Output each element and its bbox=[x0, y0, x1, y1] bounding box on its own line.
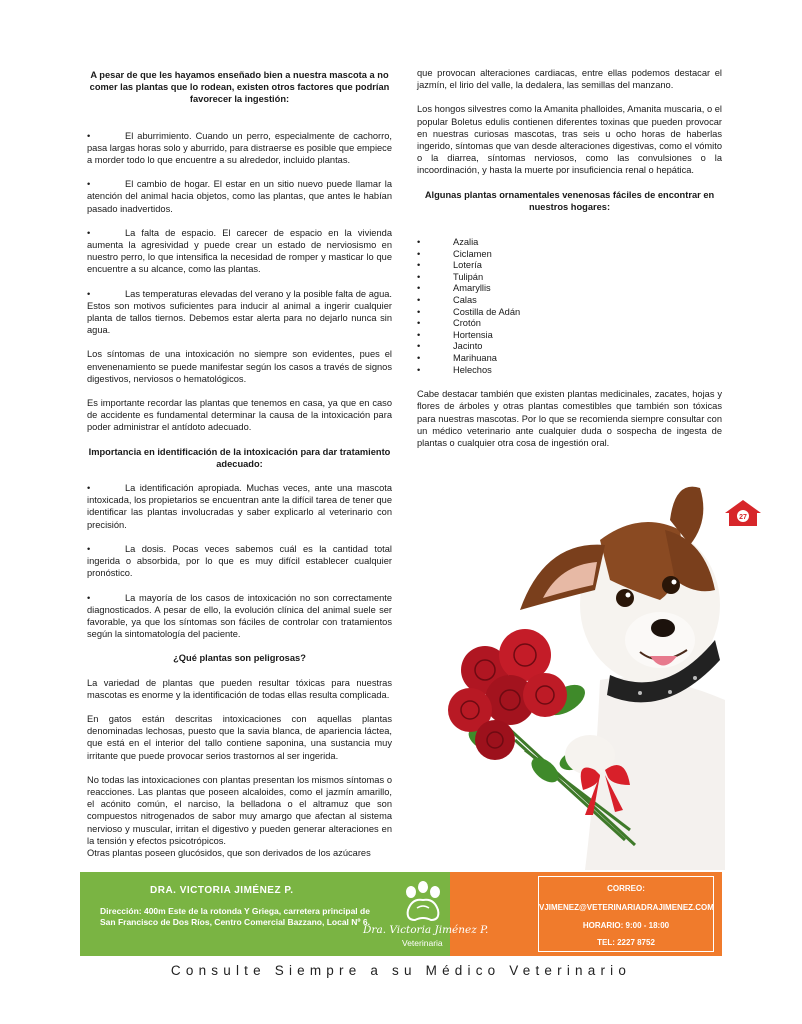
bullet-item: • La dosis. Pocas veces sabemos cuál es la cantidad total ingerida o absorbida, por lo que es muy difícil establecer cualquier pronóstico. bbox=[87, 543, 392, 579]
list-item: • Tulipán bbox=[417, 272, 722, 284]
right-column bbox=[417, 67, 722, 461]
list-item: • Crotón bbox=[417, 318, 722, 330]
logo-subtitle: Veterinaria bbox=[402, 938, 443, 948]
paragraph: que provocan alteraciones cardiacas, entre ellas podemos destacar el jazmín, el lirio del valle, la dedalera, las semillas del manzano. bbox=[417, 68, 722, 91]
paragraph: No todas las intoxicaciones con plantas presentan los mismos síntomas o reacciones. Las plantas que poseen alcaloides, como el jazmín amarillo, el acónito común, el narciso, la belladona o el altramuz que son compuestos nitrogenados de sabor muy amargo que afectan al sistema nervioso y muscular, irritan el digestivo y pueden generar alteraciones en la tensión y efectos psicotrópicos. bbox=[87, 774, 392, 846]
hours: HORARIO: 9:00 - 18:00 bbox=[582, 921, 670, 930]
heading-ornamental-plants: Algunas plantas ornamentales venenosas fáciles de encontrar en nuestros hogares: bbox=[424, 189, 715, 212]
list-item: • Costilla de Adán bbox=[417, 307, 722, 319]
footer-banner bbox=[80, 872, 722, 956]
list-item: • Ciclamen bbox=[417, 249, 722, 261]
bullet-item: • La mayoría de los casos de intoxicación no son correctamente diagnosticados. A pesar de ello, la evolución clínica del animal suele ser favorable, ya que los síntomas son fáciles de controlar con tratamientos según la sintomatología del paciente. bbox=[87, 592, 392, 640]
doctor-name: DRA. VICTORIA JIMÉNEZ P. bbox=[150, 885, 294, 896]
plant-list bbox=[417, 237, 722, 376]
bullet-item: • Las temperaturas elevadas del verano y la posible falta de agua. Estos son motivos suficientes para inducir al animal a ingerir cualquier planta de tallos tiernos. Debemos estar alerta para no dejarlo nunca sin agua. bbox=[87, 288, 392, 336]
phone: TEL: 2227 8752 bbox=[597, 938, 655, 947]
paragraph: Cabe destacar también que existen plantas medicinales, zacates, hojas y flores de árboles y otras plantas comestibles que también son tóxicas para nuestras mascotas. Por lo que se recomienda siempre consultar con un médico veterinario ante cualquier duda o sospecha de ingesta de plantas o cualquier otra cosa de ingestión oral. bbox=[417, 389, 722, 448]
page-number-badge bbox=[723, 498, 763, 528]
bullet-item: • La falta de espacio. El carecer de espacio en la vivienda aumenta la agresividad y puede crear un estado de nerviosismo en nuestro perro, lo que intensifica la necesidad de romper y masticar lo que encuentre a su alcance, como las plantas. bbox=[87, 227, 392, 275]
paragraph: Es importante recordar las plantas que tenemos en casa, ya que en caso de accidente es fundamental determinar la causa de la intoxicación para poder administrar el antídoto adecuado. bbox=[87, 398, 392, 433]
heading-factors: A pesar de que les hayamos enseñado bien a nuestra mascota a no comer las plantas que lo rodean, existen otros factores que podrían favorecer la ingestión: bbox=[89, 70, 390, 105]
heading-identification: Importancia en identificación de la intoxicación para dar tratamiento adecuado: bbox=[88, 446, 391, 469]
address: Dirección: 400m Este de la rotonda Y Griega, carretera principal de San Francisco de Dos Ríos, Centro Comercial Bazzano, Local Nº 6. bbox=[100, 906, 370, 927]
email-address: VJIMENEZ@VETERINARIADRAJIMENEZ.COM bbox=[539, 903, 714, 912]
page-number: 27 bbox=[739, 514, 747, 521]
list-item: • Calas bbox=[417, 295, 722, 307]
paragraph: En gatos están descritas intoxicaciones con aquellas plantas denominadas lechosas, puesto que la savia blanca, de apariencia láctea, que está en el interior del tallo contiene saponina, una sustancia muy irritante que puede provocar serios trastornos al ser ingerida. bbox=[87, 713, 392, 761]
slogan: Consulte Siempre a su Médico Veterinario bbox=[170, 963, 632, 978]
list-item: • Azalia bbox=[417, 237, 722, 249]
list-item: • Helechos bbox=[417, 365, 722, 377]
list-item: • Marihuana bbox=[417, 353, 722, 365]
paragraph: Los síntomas de una intoxicación no siempre son evidentes, pues el envenenamiento se puede manifestar según los casos a través de signos digestivos, nerviosos o hematológicos. bbox=[87, 349, 392, 384]
list-item: • Lotería bbox=[417, 260, 722, 272]
paw-logo-icon bbox=[398, 878, 448, 928]
heading-dangerous-plants: ¿Qué plantas son peligrosas? bbox=[173, 653, 306, 664]
bullet-item: • El cambio de hogar. El estar en un sitio nuevo puede llamar la atención del animal hacia objetos, como las plantas, que antes le habían pasado inadvertidos. bbox=[87, 179, 392, 214]
paragraph: Los hongos silvestres como la Amanita phalloides, Amanita muscaria, o el popular Boletus edulis contienen diferentes toxinas que pueden provocar en nuestras curiosas mascotas, tras seis u ocho horas de haberlas ingerido, síntomas que van desde alteraciones digestivas, como el vómito o la diarrea, síntomas nerviosos, como las convulsiones o la incoordinación, y hasta la muerte por insuficiencia renal o hepática. bbox=[417, 104, 722, 176]
contact-box bbox=[538, 876, 714, 952]
paragraph: La variedad de plantas que pueden resultar tóxicas para nuestras mascotas es enorme y la identificación de todas ellas resulta complicada. bbox=[87, 677, 392, 700]
list-item: • Jacinto bbox=[417, 341, 722, 353]
bullet-item: • El aburrimiento. Cuando un perro, especialmente de cachorro, pasa largas horas solo y aburrido, para distraerse es posible que empiece a morder todo lo que encuentre a su alrededor, incluido plantas. bbox=[87, 130, 392, 166]
paragraph: Otras plantas poseen glucósidos, que son derivados de los azúcares bbox=[87, 847, 371, 858]
email-label: CORREO: bbox=[607, 884, 645, 893]
dog-with-roses-image bbox=[425, 470, 725, 870]
list-item: • Amaryllis bbox=[417, 283, 722, 295]
list-item: • Hortensia bbox=[417, 330, 722, 342]
bullet-item: • La identificación apropiada. Muchas veces, ante una mascota intoxicada, los propietarios se encuentran ante la difícil tarea de tener que identificar las plantas involucradas y saber explicarlo al veterinario con precisión. bbox=[87, 483, 392, 530]
left-column bbox=[87, 67, 392, 859]
logo-name: Dra. Victoria Jiménez P. bbox=[363, 924, 489, 936]
